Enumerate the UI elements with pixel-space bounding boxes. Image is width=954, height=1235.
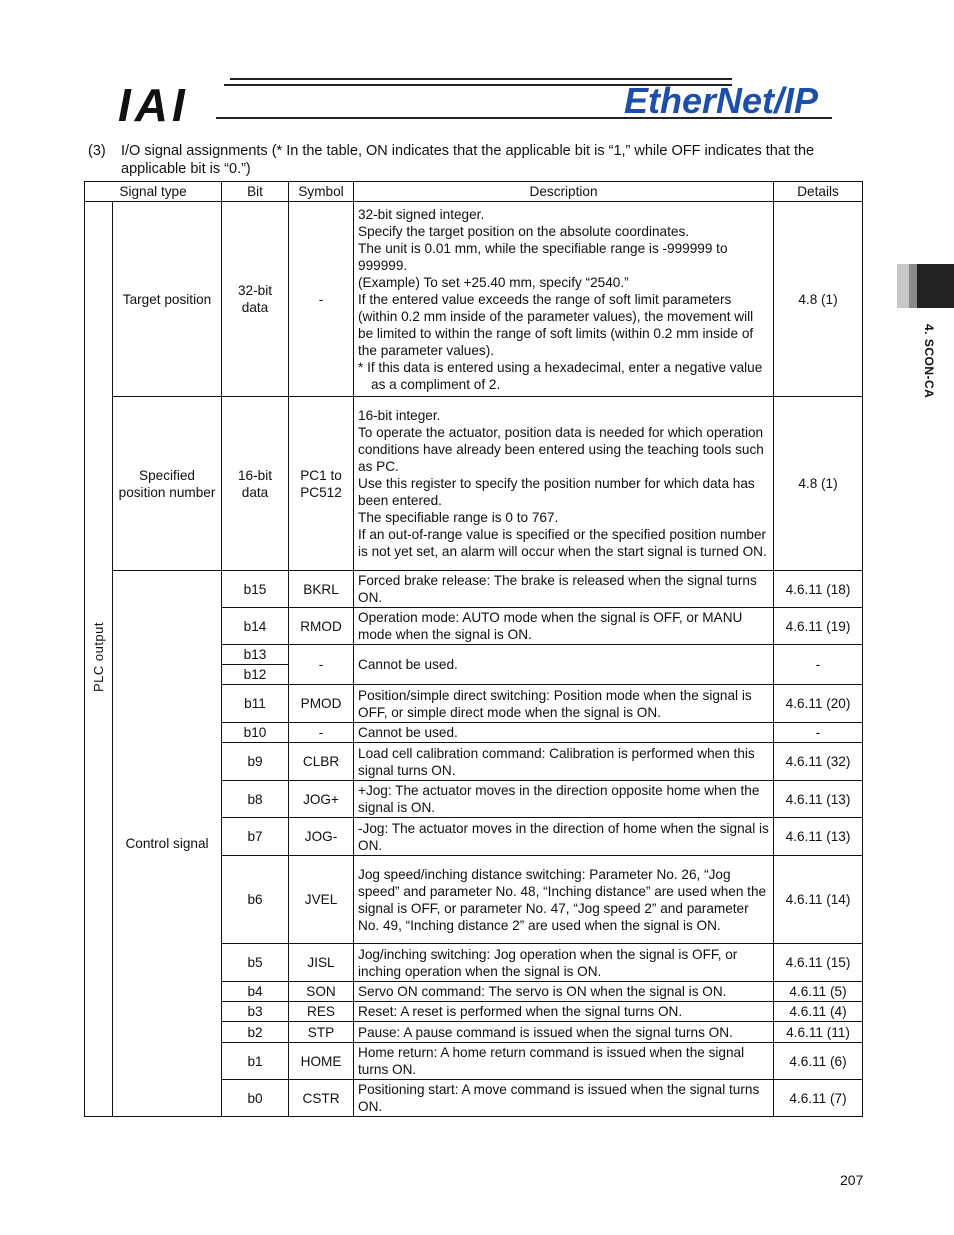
bit-cell: 32-bit data [222,202,289,397]
bit-cell: b11 [222,685,289,723]
header-bit: Bit [222,182,289,202]
description-line: If the entered value exceeds the range of soft limit parameters (within 0.2 mm inside of the parameter values), the movement will be limited to within the range of soft limits (within 0.2 mm inside of the parameter values). [358,291,754,358]
bit-cell: b13 [222,645,289,665]
bit-cell: b6 [222,856,289,944]
details-cell: 4.6.11 (6) [774,1043,863,1080]
description-line: 16-bit integer. [358,408,441,423]
section-intro [88,142,858,178]
symbol-cell: BKRL [289,571,354,608]
header-description: Description [354,182,774,202]
io-signal-table [84,181,863,1117]
description-note: * If this data is entered using a hexadecimal, enter a negative value as a compliment of 2. [358,359,763,392]
bit-cell: b3 [222,1002,289,1022]
description-line: 32-bit signed integer. [358,206,485,222]
header-symbol: Symbol [289,182,354,202]
section-text: I/O signal assignments (* In the table, ON indicates that the applicable bit is “1,” while OFF indicates that the applicable bit is “0.”) [121,143,815,177]
details-cell: 4.6.11 (4) [774,1002,863,1022]
symbol-cell: HOME [289,1043,354,1080]
description-line: To operate the actuator, position data is needed for which operation conditions have already been entered using the teaching tools such as PC. [358,425,764,474]
symbol-cell: JVEL [289,856,354,944]
symbol-cell: PMOD [289,685,354,723]
details-cell: 4.6.11 (5) [774,982,863,1002]
description-cell: +Jog: The actuator moves in the direction opposite home when the signal is ON. [354,781,774,818]
table-header-row [85,182,863,202]
details-cell: 4.6.11 (14) [774,856,863,944]
description-cell: Pause: A pause command is issued when the signal turns ON. [354,1022,774,1043]
bit-cell: b9 [222,743,289,781]
symbol-cell: STP [289,1022,354,1043]
description-line: If an out-of-range value is specified or the specified position number is not yet set, an alarm will occur when the start signal is turned ON. [358,527,767,559]
group-label-cell [85,202,113,1117]
header-signal-type: Signal type [85,182,222,202]
details-cell: 4.6.11 (11) [774,1022,863,1043]
description-line: (Example) To set +25.40 mm, specify “2540.” [358,274,629,290]
details-cell: 4.6.11 (13) [774,781,863,818]
bit-cell: b5 [222,944,289,982]
details-cell: 4.6.11 (20) [774,685,863,723]
symbol-cell: JOG+ [289,781,354,818]
description-cell: Cannot be used. [354,723,774,743]
details-cell: - [774,645,863,685]
page-number: 207 [840,1172,864,1188]
description-cell: Load cell calibration command: Calibration is performed when this signal turns ON. [354,743,774,781]
bit-cell: b2 [222,1022,289,1043]
section-number: (3) [88,143,106,159]
details-cell: - [774,723,863,743]
bit-cell: b12 [222,665,289,685]
bit-cell: 16-bit data [222,397,289,571]
symbol-cell: - [289,723,354,743]
bit-cell: b14 [222,608,289,645]
description-cell: Servo ON command: The servo is ON when the signal is ON. [354,982,774,1002]
header-details: Details [774,182,863,202]
symbol-cell: PC1 to PC512 [289,397,354,571]
symbol-cell: SON [289,982,354,1002]
signal-type-cell: Control signal [113,571,222,1117]
ethernet-ip-logo: EtherNet/IP [624,80,819,121]
plc-output-label: PLC output [91,621,106,693]
symbol-cell: RES [289,1002,354,1022]
description-line: Use this register to specify the position number for which data has been entered. [358,476,755,508]
signal-type-cell: Target position [113,202,222,397]
details-cell: 4.6.11 (7) [774,1080,863,1117]
description-cell: -Jog: The actuator moves in the direction of home when the signal is ON. [354,818,774,856]
description-cell: Home return: A home return command is issued when the signal turns ON. [354,1043,774,1080]
page-header [112,68,842,131]
description-cell: Jog speed/inching distance switching: Parameter No. 26, “Jog speed” and parameter No. 48, “Inching distance” are used when the signal is OFF, or parameter No. 47, “Jog speed 2” and parameter No. 49, “Inching distance 2” are used when the signal is ON. [354,856,774,944]
bit-cell: b7 [222,818,289,856]
symbol-cell: JISL [289,944,354,982]
chapter-tab [897,264,954,308]
details-cell: 4.6.11 (18) [774,571,863,608]
bit-cell: b4 [222,982,289,1002]
bit-cell: b1 [222,1043,289,1080]
description-line: Specify the target position on the absolute coordinates. [358,223,690,239]
symbol-cell: JOG- [289,818,354,856]
symbol-cell: - [289,645,354,685]
details-cell: 4.6.11 (15) [774,944,863,982]
description-line: The specifiable range is 0 to 767. [358,510,559,525]
description-cell: Forced brake release: The brake is released when the signal turns ON. [354,571,774,608]
table-row [85,397,863,571]
details-cell: 4.6.11 (32) [774,743,863,781]
bit-cell: b8 [222,781,289,818]
bit-cell: b0 [222,1080,289,1117]
description-cell: Position/simple direct switching: Position mode when the signal is OFF, or simple direct mode when the signal is ON. [354,685,774,723]
description-cell: Operation mode: AUTO mode when the signal is OFF, or MANU mode when the signal is ON. [354,608,774,645]
symbol-cell: CSTR [289,1080,354,1117]
table-row [85,571,863,608]
description-line: The unit is 0.01 mm, while the specifiable range is -999999 to 999999. [358,240,728,273]
iai-logo: IAI [118,79,189,131]
symbol-cell: CLBR [289,743,354,781]
bit-cell: b15 [222,571,289,608]
bit-cell: b10 [222,723,289,743]
table-row [85,202,863,397]
details-cell: 4.8 (1) [774,202,863,397]
description-cell: Cannot be used. [354,645,774,685]
description-cell: Positioning start: A move command is issued when the signal turns ON. [354,1080,774,1117]
description-cell [354,202,774,397]
details-cell: 4.8 (1) [774,397,863,571]
details-cell: 4.6.11 (13) [774,818,863,856]
description-cell [354,397,774,571]
symbol-cell: - [289,202,354,397]
description-cell: Jog/inching switching: Jog operation when the signal is OFF, or inching operation when the signal is ON. [354,944,774,982]
symbol-cell: RMOD [289,608,354,645]
signal-type-cell: Specified position number [113,397,222,571]
description-cell: Reset: A reset is performed when the signal turns ON. [354,1002,774,1022]
details-cell: 4.6.11 (19) [774,608,863,645]
chapter-label: 4. SCON-CA [922,324,936,399]
